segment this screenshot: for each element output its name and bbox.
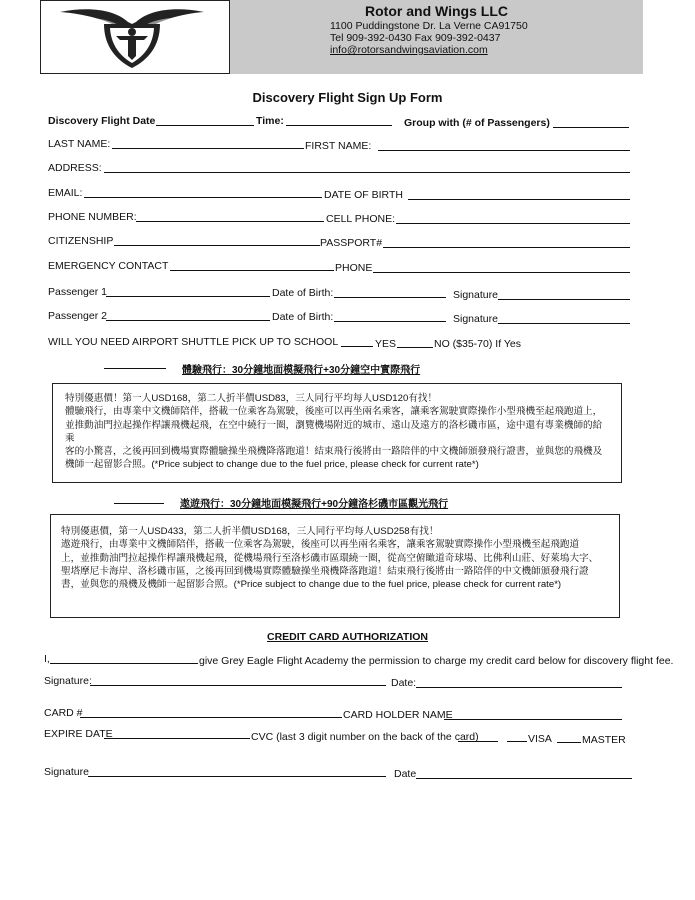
section-1-line: 客的小驚喜，之後再回到機場實際體驗操坐飛機降落跑道！結束飛行後將由一路陪伴的中文機師頒發飛行證書，並與您的飛機及 <box>65 446 603 458</box>
cc-date-label: Date: <box>391 677 417 689</box>
section-1-description-box <box>52 383 622 483</box>
passenger-2-label: Passenger 2 <box>48 310 107 322</box>
passenger-1-dob-field[interactable] <box>334 297 446 298</box>
email-field[interactable] <box>84 197 322 198</box>
section-1-checkbox-line[interactable] <box>104 368 166 369</box>
section-1-heading: 體驗飛行：30分鐘地面模擬飛行+30分鐘空中實際飛行 <box>182 365 421 376</box>
authorizer-prefix: I, <box>44 653 50 665</box>
date-of-birth-field[interactable] <box>408 199 630 200</box>
visa-check-field[interactable] <box>507 741 527 742</box>
date-of-birth-label: DATE OF BIRTH <box>324 189 403 201</box>
email-label: EMAIL: <box>48 187 83 199</box>
final-signature-field[interactable] <box>88 776 386 777</box>
cc-signature-field[interactable] <box>90 685 386 686</box>
section-2-line: 上，並推動油門拉起操作桿讓飛機起飛，從機場飛行至洛杉磯市區環繞一圈，從高空俯瞰道奇球場、比佛利山莊、好萊塢大字、 <box>61 552 599 564</box>
phone-number-field[interactable] <box>136 221 324 222</box>
passenger-2-signature-label: Signature <box>453 313 498 325</box>
expire-date-field[interactable] <box>104 738 250 739</box>
first-name-label: FIRST NAME: <box>305 140 372 152</box>
time-label: Time: <box>256 115 284 127</box>
section-1-line: 機師一起留影合照。(*Price subject to change due to the fuel price, please check for current rate*) <box>65 459 479 471</box>
discovery-flight-date-field[interactable] <box>156 125 254 126</box>
card-holder-label: CARD HOLDER NAME <box>343 709 453 721</box>
passenger-1-label: Passenger 1 <box>48 286 107 298</box>
discovery-flight-date-label: Discovery Flight Date <box>48 115 156 127</box>
visa-label: VISA <box>528 733 552 745</box>
section-2-checkbox-line[interactable] <box>114 503 164 504</box>
passenger-1-name-field[interactable] <box>106 296 270 297</box>
group-passengers-label: Group with (# of Passengers) <box>404 117 550 129</box>
section-1-line: 特別優惠價！第一人USD168，第二人折半價USD83，三人同行平均每人USD120有找！ <box>65 393 438 404</box>
company-email: info@rotorsandwingsaviation.com <box>330 44 488 56</box>
emergency-phone-label: PHONE <box>335 262 373 274</box>
shuttle-yes-label: YES <box>375 338 397 350</box>
eagle-logo-icon <box>40 0 228 72</box>
first-name-field[interactable] <box>378 150 630 151</box>
card-number-field[interactable] <box>80 717 342 718</box>
group-passengers-field[interactable] <box>553 127 629 128</box>
section-1-line: 並推動油門拉起操作桿讓飛機起飛，在空中繞行一圈，瀏覽機場附近的城市、遠山及遠方的洛杉磯市區，途中還有專業機師的給乘 <box>65 419 603 444</box>
cc-signature-label: Signature: <box>44 675 92 687</box>
passport-label: PASSPORT# <box>320 237 383 249</box>
card-holder-field[interactable] <box>444 719 622 720</box>
shuttle-yes-field[interactable] <box>341 346 373 347</box>
card-number-label: CARD # <box>44 707 83 719</box>
shuttle-no-label: NO ($35-70) If Yes <box>434 338 521 350</box>
emergency-contact-label: EMERGENCY CONTACT <box>48 260 169 272</box>
citizenship-field[interactable] <box>114 245 320 246</box>
master-check-field[interactable] <box>557 742 581 743</box>
emergency-contact-field[interactable] <box>170 270 334 271</box>
cell-phone-label: CELL PHONE: <box>326 213 396 225</box>
section-2-line: 聖塔摩尼卡海岸、洛杉磯市區，之後再回到機場實際體驗操坐飛機降落跑道！結束飛行後將由一路陪伴的中文機師頒發飛行證 <box>61 565 589 577</box>
cell-phone-field[interactable] <box>396 223 630 224</box>
logo-panel <box>40 0 230 74</box>
address-field[interactable] <box>104 172 630 173</box>
section-1-line: 體驗飛行，由專業中文機師陪伴，搭載一位乘客為駕駛，後座可以再坐兩名乘客，讓乘客駕駛實際操作小型飛機至起飛跑道上， <box>65 406 603 418</box>
last-name-field[interactable] <box>112 148 304 149</box>
passenger-2-dob-field[interactable] <box>334 321 446 322</box>
expire-date-label: EXPIRE DATE <box>44 728 113 740</box>
last-name-label: LAST NAME: <box>48 138 111 150</box>
section-2-description-box <box>50 514 620 618</box>
section-2-line: 遨遊飛行，由專業中文機師陪伴，搭載一位乘客為駕駛，後座可以再坐兩名乘客，讓乘客駕駛實際操作小型飛機至起飛跑道 <box>61 539 580 551</box>
shuttle-question: WILL YOU NEED AIRPORT SHUTTLE PICK UP TO SCHOOL <box>48 336 339 348</box>
passenger-2-signature-field[interactable] <box>498 323 630 324</box>
final-date-field[interactable] <box>416 778 632 779</box>
master-label: MASTER <box>582 734 626 746</box>
authorizer-name-field[interactable] <box>50 663 198 664</box>
cvc-field[interactable] <box>458 741 498 742</box>
credit-card-heading: CREDIT CARD AUTHORIZATION <box>267 631 428 643</box>
passenger-1-signature-label: Signature <box>453 289 498 301</box>
form-title: Discovery Flight Sign Up Form <box>252 90 443 105</box>
company-name: Rotor and Wings LLC <box>365 3 508 19</box>
final-signature-label: Signature <box>44 766 89 778</box>
permission-text: give Grey Eagle Flight Academy the permission to charge my credit card below for discovery flight fee. <box>199 655 674 667</box>
phone-number-label: PHONE NUMBER: <box>48 211 137 223</box>
company-phone-fax: Tel 909-392-0430 Fax 909-392-0437 <box>330 32 501 44</box>
passenger-1-dob-label: Date of Birth: <box>272 287 334 299</box>
section-2-line: 書，並與您的飛機及機師一起留影合照。(*Price subject to change due to the fuel price, please check for current rate*) <box>61 579 562 591</box>
passenger-2-dob-label: Date of Birth: <box>272 311 334 323</box>
passenger-2-name-field[interactable] <box>106 320 270 321</box>
shuttle-no-field[interactable] <box>397 347 433 348</box>
section-2-heading: 遨遊飛行：30分鐘地面模擬飛行+90分鐘洛杉磯市區觀光飛行 <box>180 499 449 510</box>
time-field[interactable] <box>286 125 392 126</box>
passport-field[interactable] <box>383 247 630 248</box>
citizenship-label: CITIZENSHIP <box>48 235 114 247</box>
company-address: 1100 Puddingstone Dr. La Verne CA91750 <box>330 20 528 32</box>
address-label: ADDRESS: <box>48 162 102 174</box>
final-date-label: Date <box>394 768 417 780</box>
company-info-panel <box>230 0 643 74</box>
cvc-label: CVC (last 3 digit number on the back of the card) <box>251 731 479 743</box>
section-2-line: 特別優惠價，第一人USD433，第二人折半價USD168，三人同行平均每人USD258有找！ <box>61 526 439 537</box>
passenger-1-signature-field[interactable] <box>498 299 630 300</box>
cc-date-field[interactable] <box>416 687 622 688</box>
emergency-phone-field[interactable] <box>373 272 630 273</box>
